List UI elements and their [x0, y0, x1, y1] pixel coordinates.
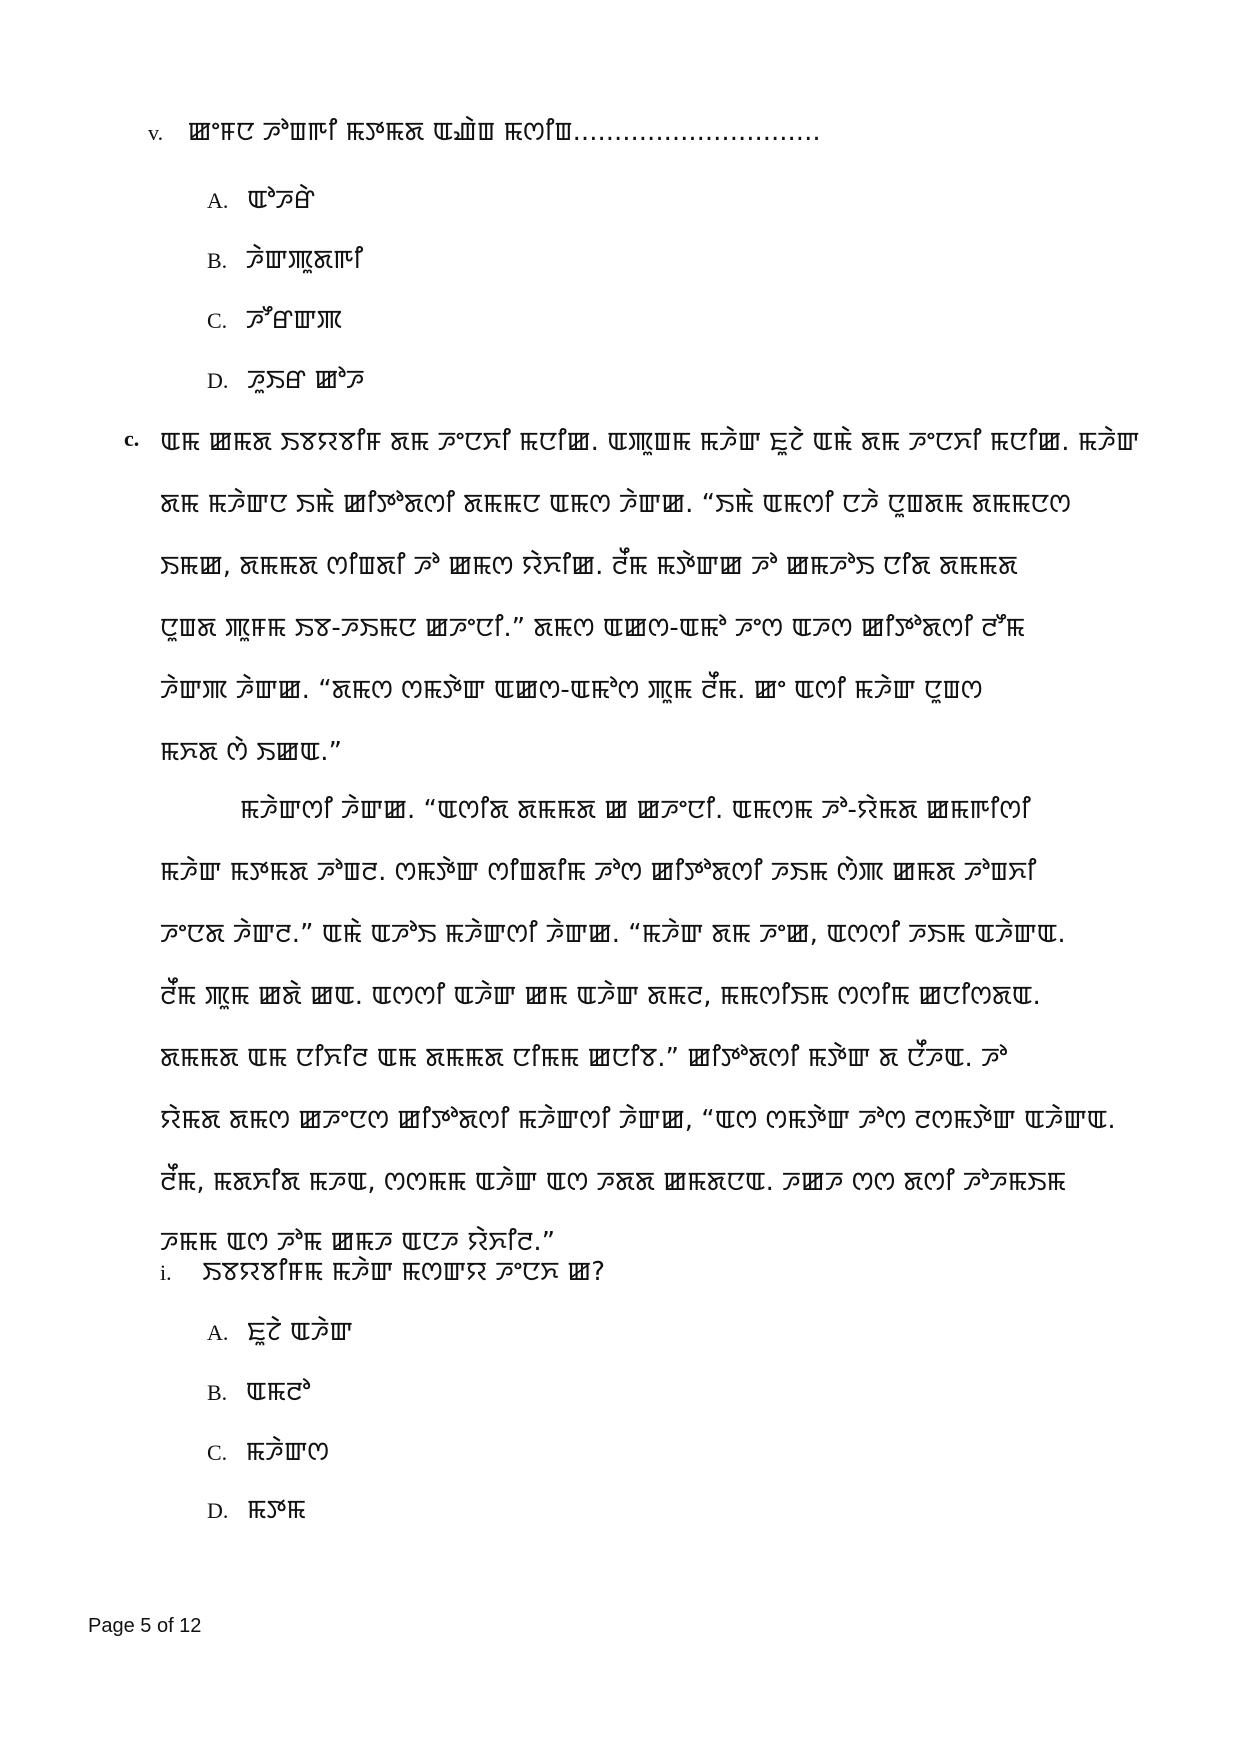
paragraph-line: ꯍꯃꯃ ꯑꯁ ꯍꯣꯃ ꯀꯃꯍ ꯑꯅꯍ ꯌꯥꯈꯤꯂ.” [160, 1227, 556, 1257]
option-text: ꯐꯨꯖꯥ ꯑꯍꯥꯛ [246, 1317, 353, 1347]
option-label: C. [207, 308, 228, 333]
option-label: A. [207, 1320, 229, 1345]
paragraph-line: ꯗꯃꯃꯗ ꯑꯃ ꯅꯤꯈꯤꯂ ꯑꯃ ꯗꯃꯃꯗ ꯅꯤꯃꯃ ꯀꯅꯤꯕ.” ꯀꯤꯇꯣꯗꯁꯤ ꯃꯇꯥꯛ ꯗ ꯅꯩꯍꯑ. ꯍꯣ [160, 1043, 1008, 1073]
paragraph-line: ꯍꯦꯅꯗ ꯍꯥꯛꯂ.” ꯑꯃꯥ ꯑꯍꯣꯏ ꯃꯍꯥꯛꯁꯤ ꯍꯥꯛꯀ. “ꯃꯍꯥꯛ ꯗꯃ ꯍꯦꯀ, ꯑꯁꯁꯤ ꯍꯏꯃ ꯑꯍꯥꯛꯑ. [160, 919, 1066, 949]
option-text: ꯍꯥꯛꯄꯨꯗꯒꯤ [245, 245, 364, 275]
option-label: C. [207, 1440, 228, 1465]
page-number: Page 5 of 12 [88, 1615, 202, 1637]
option-v-c [207, 306, 342, 333]
paragraph-line: ꯏꯃꯀ, ꯗꯃꯃꯗ ꯁꯤꯡꯗꯤ ꯍꯣ ꯀꯃꯁ ꯌꯥꯈꯤꯀ. ꯂꯩꯃ ꯃꯇꯥꯛꯀ ꯍꯣ ꯀꯃꯍꯣꯏ ꯅꯤꯗ ꯗꯃꯃꯗ [160, 551, 1018, 581]
paragraph-line: ꯌꯥꯃꯗ ꯗꯃꯁ ꯀꯍꯦꯅꯁ ꯀꯤꯇꯣꯗꯁꯤ ꯃꯍꯥꯛꯁꯤ ꯍꯥꯛꯀ, “ꯑꯁ ꯁꯃꯇꯥꯛ ꯍꯣꯁ ꯂꯁꯃꯇꯥꯛ ꯑꯍꯥꯛꯑ. [160, 1105, 1116, 1135]
option-text: ꯑꯣꯍꯔꯥ [246, 185, 316, 215]
paragraph-line: ꯍꯥꯛꯄ ꯍꯥꯛꯀ. “ꯗꯃꯁ ꯁꯃꯇꯥꯛ ꯑꯀꯁ-ꯑꯃꯣꯁ ꯄꯨꯃ ꯂꯩꯃ. ꯀꯦ ꯑꯁꯤ ꯃꯍꯥꯛ ꯅꯨꯡꯁ [160, 675, 983, 705]
paragraph-line: ꯅꯨꯡꯗ ꯄꯨꯝꯃ ꯏꯕ-ꯍꯏꯃꯅ ꯀꯍꯦꯅꯤ.” ꯗꯃꯁ ꯑꯀꯁ-ꯑꯃꯣ ꯍꯦꯁ ꯑꯍꯁ ꯀꯤꯇꯣꯗꯁꯤ ꯂꯧꯃ [160, 613, 1026, 643]
option-v-b [207, 246, 363, 273]
option-label: B. [207, 1380, 228, 1405]
option-i-d [207, 1496, 306, 1523]
question-i [160, 1258, 605, 1285]
question-v-label: v. [148, 120, 164, 145]
option-text: ꯍꯨꯏꯔ ꯀꯣꯍ [246, 365, 365, 395]
option-text: ꯍꯧꯔꯛꯄ [245, 305, 343, 335]
option-label: B. [207, 248, 228, 273]
option-text: ꯃꯍꯥꯛꯁ [245, 1437, 330, 1467]
option-v-a [207, 186, 315, 213]
paragraph-line: ꯂꯩꯃ, ꯃꯗꯈꯤꯗ ꯃꯍꯑ, ꯁꯁꯃꯃ ꯑꯍꯥꯛ ꯑꯁ ꯍꯗꯗ ꯀꯃꯗꯅꯑ. ꯍꯀꯍ ꯁꯁ ꯗꯁꯤ ꯍꯣꯍꯃꯏꯃ [160, 1167, 1067, 1197]
option-label: D. [207, 1498, 229, 1523]
paragraph-line: ꯃꯈꯗ ꯁꯥ ꯏꯀꯑ.” [160, 737, 342, 767]
paragraph-line: ꯗꯃ ꯃꯍꯥꯛꯅ ꯏꯃꯥ ꯀꯤꯇꯣꯗꯁꯤ ꯗꯃꯃꯅ ꯑꯃꯁ ꯍꯥꯛꯀ. “ꯏꯃꯥ ꯑꯃꯁꯤ ꯅꯍꯥ ꯅꯨꯡꯗꯃ ꯗꯃꯃꯅꯁ [160, 489, 1071, 519]
question-i-label: i. [160, 1260, 172, 1285]
paragraph-line: ꯂꯩꯃ ꯄꯨꯃ ꯀꯗꯥ ꯀꯑ. ꯑꯁꯁꯤ ꯑꯍꯥꯛ ꯀꯃ ꯑꯍꯥꯛ ꯗꯃꯂ, ꯃꯃꯁꯤꯏꯃ ꯁꯁꯤꯃ ꯀꯅꯤꯁꯗꯑ. [160, 981, 1041, 1011]
option-label: A. [207, 188, 229, 213]
question-v [148, 118, 821, 145]
option-label: D. [207, 368, 229, 393]
option-text: ꯃꯇꯃ [246, 1495, 306, 1525]
option-i-a [207, 1318, 353, 1345]
question-v-text: ꯀꯦꯝꯅ ꯍꯣꯡꯒꯤ ꯃꯇꯃꯗ ꯑꯉꯥꯡ ꯃꯁꯤꯡ.............................. [187, 117, 821, 147]
paragraph-line: ꯃꯍꯥꯛꯁꯤ ꯍꯥꯛꯀ. “ꯑꯁꯤꯗ ꯗꯃꯃꯗ ꯀ ꯀꯍꯦꯅꯤ. ꯑꯃꯁꯃ ꯍꯣ-ꯌꯥꯃꯗ ꯀꯃꯒꯤꯁꯤ [240, 795, 1031, 825]
question-c-label: c. [124, 426, 140, 451]
option-text: ꯑꯃꯂꯣ [245, 1377, 311, 1407]
question-i-text: ꯏꯕꯌꯕꯤꯝꯃ ꯃꯍꯥꯛ ꯃꯁꯛꯌ ꯍꯦꯅꯈ ꯀ? [202, 1257, 606, 1287]
option-v-d [207, 366, 365, 393]
option-i-b [207, 1378, 310, 1405]
option-i-c [207, 1438, 329, 1465]
paragraph-line: ꯃꯍꯥꯛ ꯃꯇꯃꯗ ꯍꯣꯡꯂ. ꯁꯃꯇꯥꯛ ꯁꯤꯡꯗꯤꯃ ꯍꯣꯁ ꯀꯤꯇꯣꯗꯁꯤ ꯍꯏꯃ ꯁꯥꯄ ꯀꯃꯗ ꯍꯣꯡꯈꯤ [160, 857, 1037, 887]
paragraph-line: ꯑꯃ ꯀꯃꯗ ꯏꯕꯌꯕꯤꯝ ꯗꯃ ꯍꯦꯅꯈꯤ ꯃꯅꯤꯀ. ꯑꯄꯨꯡꯃ ꯃꯍꯥꯛ ꯐꯨꯖꯥ ꯑꯃꯥ ꯗꯃ ꯍꯦꯅꯈꯤ ꯃꯅꯤꯀ. ꯃꯍꯥꯛ [160, 427, 1140, 457]
